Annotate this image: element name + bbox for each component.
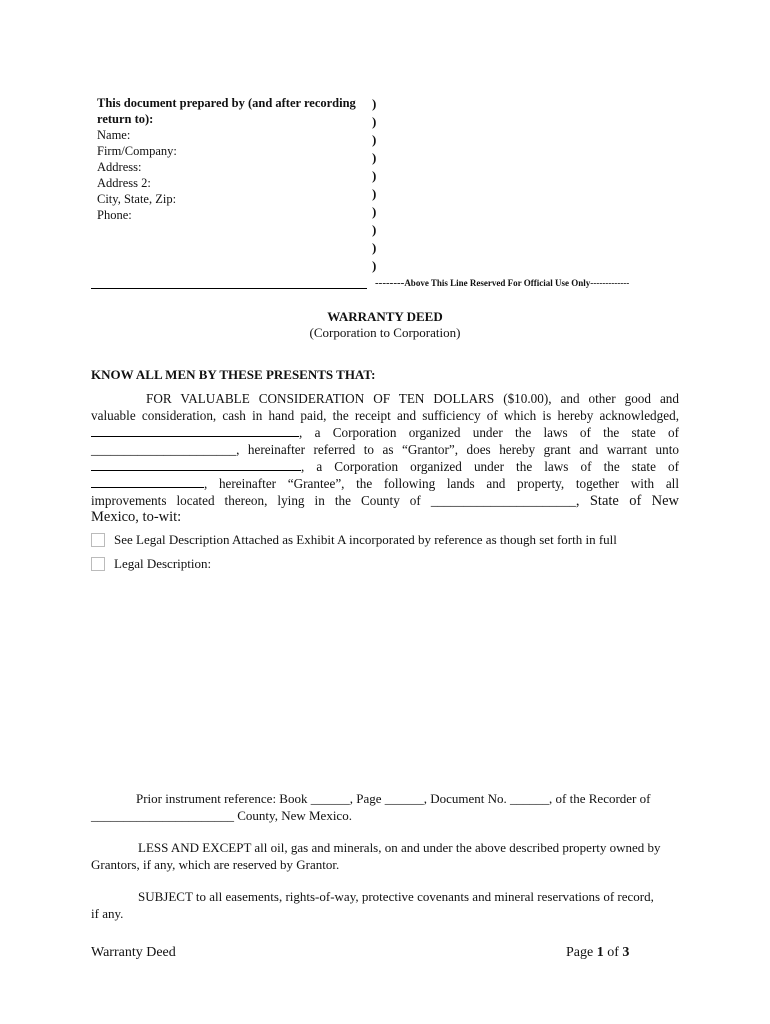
document-subtitle: (Corporation to Corporation) [309, 325, 461, 340]
current-page: 1 [596, 945, 604, 960]
body-text: Mexico, to-wit: [91, 509, 182, 525]
body-line-6 [91, 475, 679, 492]
prior-ref-line-2: ______________________ County, New Mexico. [91, 808, 352, 823]
grantee-name-blank[interactable] [91, 459, 301, 471]
grantor-name-blank[interactable] [91, 425, 299, 437]
body-text: FOR VALUABLE CONSIDERATION OF TEN DOLLARS ($10.00), and other good and [146, 391, 679, 406]
footer-page-number [566, 945, 629, 961]
body-line-5 [91, 458, 679, 475]
grantee-state-blank[interactable] [91, 476, 204, 488]
official-dashes-right: ------------- [590, 278, 630, 288]
field-address-2: Address 2: [97, 176, 151, 190]
paren: ) [372, 168, 377, 183]
paren: ) [372, 222, 377, 237]
legal-description-label: Legal Description: [114, 556, 212, 571]
total-pages: 3 [622, 945, 630, 960]
subject-to-paragraph: SUBJECT to all easements, rights-of-way, protective covenants and mineral reservations of record, if any. [91, 889, 654, 921]
county-blank[interactable]: ______________________ [430, 493, 576, 508]
legal-description-checkbox[interactable] [91, 557, 105, 571]
paren: ) [372, 132, 377, 147]
prior-ref-line-1: Prior instrument reference: Book ______, Page ______, Document No. ______, of the Recorder of [136, 791, 651, 806]
of-word: of [607, 945, 619, 960]
exhibit-a-checkbox[interactable] [91, 533, 105, 547]
paren: ) [372, 258, 377, 273]
official-use-text: Above This Line Reserved For Official Use Only [404, 278, 591, 288]
body-line-1 [91, 390, 679, 407]
prior-instrument-reference [91, 790, 679, 824]
paren: ) [372, 204, 377, 219]
field-name: Name: [97, 128, 131, 142]
body-text: improvements located thereon, lying in the County of [91, 493, 421, 508]
document-title: WARRANTY DEED [327, 309, 443, 324]
know-all-heading: KNOW ALL MEN BY THESE PRESENTS THAT: [91, 367, 376, 382]
body-text: , a Corporation organized under the laws of the state of [299, 425, 679, 440]
paren: ) [372, 150, 377, 165]
footer-document-name: Warranty Deed [91, 945, 176, 960]
body-text: valuable consideration, cash in hand paid, the receipt and sufficiency of which is hereby acknowledged, [91, 408, 679, 423]
prepared-by-heading: This document prepared by (and after recording return to): [97, 96, 356, 126]
body-text: , hereinafter referred to as “Grantor”, does hereby grant and warrant unto [236, 442, 679, 457]
recording-divider-line [91, 288, 367, 289]
paren: ) [372, 96, 377, 111]
field-city-state-zip: City, State, Zip: [97, 192, 177, 206]
body-text: , a Corporation organized under the laws of the state of [301, 459, 679, 474]
body-line-2 [91, 407, 679, 424]
paren: ) [372, 186, 377, 201]
grantor-state-blank[interactable]: ______________________ [91, 442, 237, 457]
field-firm: Firm/Company: [97, 144, 177, 158]
less-and-except-paragraph: LESS AND EXCEPT all oil, gas and minerals, on and under the above described property owned by Grantors, if any, which are reserved by Grantor. [91, 840, 661, 872]
body-line-7 [91, 492, 679, 510]
exhibit-a-label: See Legal Description Attached as Exhibit A incorporated by reference as though set forth in full [114, 532, 617, 547]
paren: ) [372, 240, 377, 255]
official-use-notice [375, 277, 629, 289]
field-address: Address: [97, 160, 142, 174]
official-dashes-left: -------- [375, 277, 405, 289]
body-line-8 [91, 509, 679, 526]
bracket-column [372, 95, 376, 275]
paren: ) [372, 114, 377, 129]
prepared-by-block [97, 95, 367, 223]
body-text: , hereinafter “Grantee”, the following lands and property, together with all [204, 476, 679, 491]
page-word: Page [566, 945, 594, 960]
field-phone: Phone: [97, 208, 132, 222]
body-line-4 [91, 441, 679, 458]
body-line-3 [91, 424, 679, 441]
body-text: , State of New [575, 493, 680, 509]
